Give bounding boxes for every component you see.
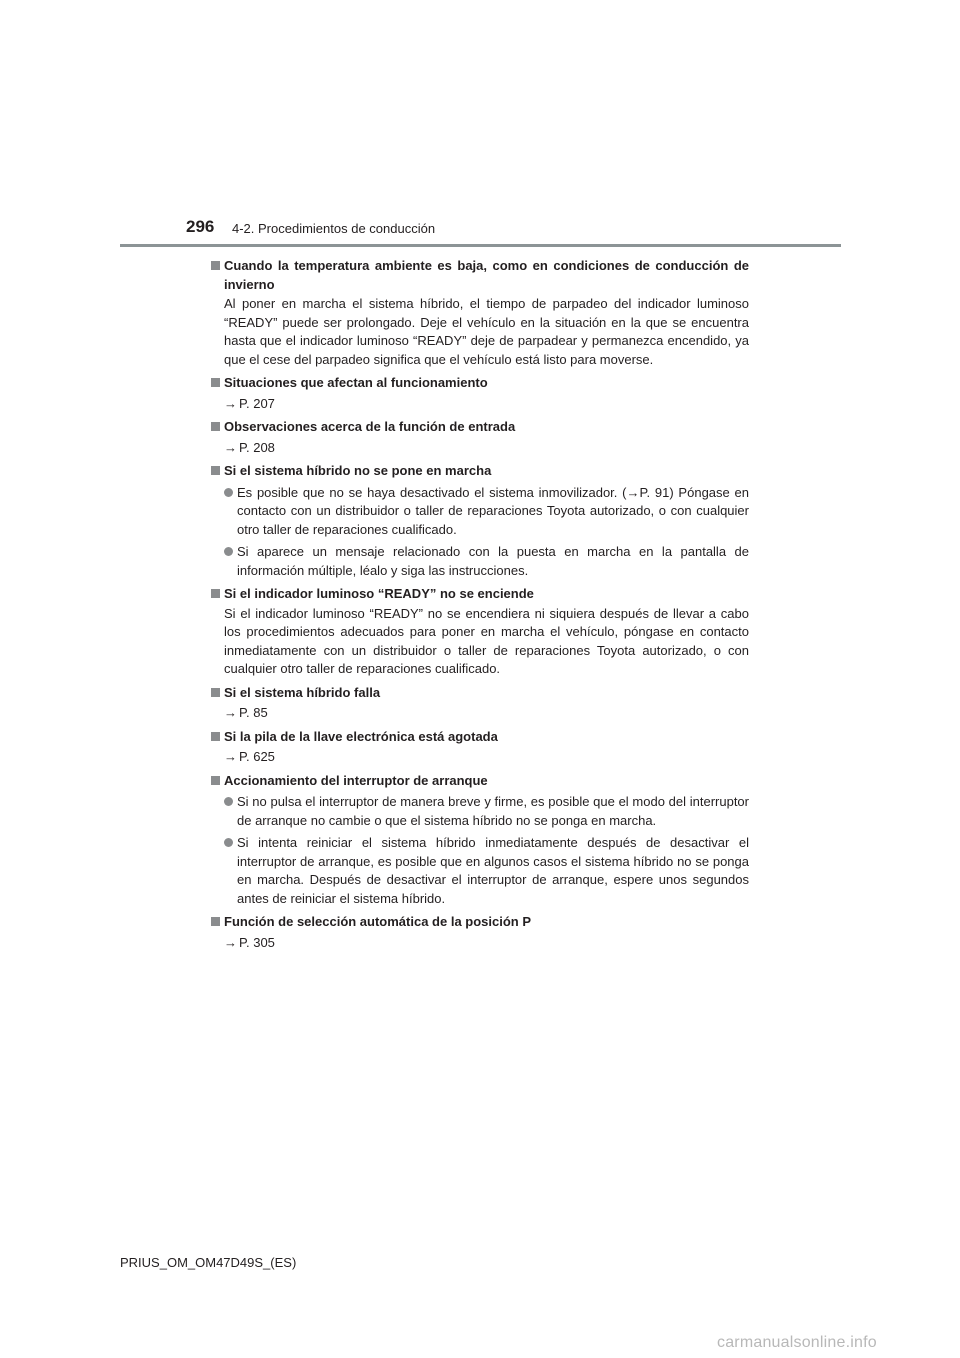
arrow-right-icon: → [224, 934, 237, 950]
section-heading [211, 418, 749, 437]
section-heading [211, 462, 749, 481]
header-divider [120, 244, 841, 247]
section-auto-p-position [211, 913, 749, 952]
section-entry-function [211, 418, 749, 457]
section-paragraph: Al poner en marcha el sistema híbrido, el tiempo de parpadeo del indicador luminoso “READY” puede ser prolongado. Deje el vehículo en la situación en la que se encuentra hasta que el indicador luminoso “READY” deje de parpadear y permanezca encendido, ya que el cese del parpadeo significa que el vehículo está listo para moverse. [224, 296, 749, 367]
section-title: 4-2. Procedimientos de conducción [232, 221, 436, 236]
square-bullet-icon [211, 917, 220, 926]
section-heading [211, 772, 749, 791]
page-reference[interactable] [224, 439, 749, 458]
section-title-text: Si la pila de la llave electrónica está agotada [224, 728, 498, 744]
section-title-text: Observaciones acerca de la función de entrada [224, 419, 516, 434]
site-watermark: carmanualsonline.info [717, 1334, 877, 1351]
page-reference[interactable] [224, 748, 749, 767]
circle-bullet-icon [224, 547, 233, 556]
section-key-battery [211, 728, 749, 767]
circle-bullet-icon [224, 797, 233, 806]
page-reference-text[interactable]: P. 208 [239, 439, 275, 455]
page-reference-text[interactable]: P. 305 [239, 934, 275, 950]
section-heading [211, 374, 749, 393]
square-bullet-icon [211, 466, 220, 475]
square-bullet-icon [211, 589, 220, 598]
section-title-text: Cuando la temperatura ambiente es baja, como en condiciones de conducción de invierno [224, 258, 749, 292]
arrow-right-icon: → [224, 749, 237, 764]
circle-bullet-icon [224, 838, 233, 847]
list-item [224, 793, 749, 830]
section-hybrid-failure [211, 684, 749, 723]
page-header [0, 0, 960, 250]
page-content [211, 257, 749, 957]
document-code: PRIUS_OM_OM47D49S_(ES) [120, 1255, 297, 1270]
circle-bullet-icon [224, 488, 233, 497]
section-ready-not-lighting [211, 585, 749, 679]
section-heading [211, 728, 749, 747]
page-reference[interactable] [224, 395, 749, 414]
page-reference-text[interactable]: P. 207 [239, 395, 275, 411]
page-reference[interactable] [224, 704, 749, 723]
list-item-text: Si no pulsa el interruptor de manera breve y firme, es posible que el modo del interruptor de arranque no cambie o que el sistema híbrido no se ponga en marcha. [237, 794, 749, 828]
section-hybrid-not-starting [211, 462, 749, 580]
arrow-right-icon: → [224, 439, 237, 455]
list-item [224, 484, 749, 540]
section-title-text: Función de selección automática de la posición P [224, 914, 532, 929]
section-paragraph: Si el indicador luminoso “READY” no se encendiera ni siquiera después de llevar a cabo los procedimientos adecuados para poner en marcha el vehículo, póngase en contacto inmediatamente con un distribuidor o taller de reparaciones Toyota autorizado, o con cualquier otro taller de reparaciones cualificado. [224, 605, 749, 676]
square-bullet-icon [211, 422, 220, 431]
section-affecting-situations [211, 374, 749, 413]
section-heading [211, 257, 749, 294]
section-heading [211, 913, 749, 932]
list-item [224, 543, 749, 580]
section-title-text: Situaciones que afectan al funcionamiento [224, 375, 488, 390]
square-bullet-icon [211, 378, 220, 387]
square-bullet-icon [211, 688, 220, 697]
section-cold-temperature [211, 257, 749, 369]
page-number: 296 [186, 217, 215, 236]
page-reference-text[interactable]: P. 625 [239, 749, 275, 764]
square-bullet-icon [211, 261, 220, 270]
arrow-right-icon: → [224, 705, 237, 720]
list-item-text: Si intenta reiniciar el sistema híbrido inmediatamente después de desactivar el interruptor de arranque, es posible que en algunos casos el sistema híbrido no se ponga en marcha. Después de desactivar el interruptor de arranque, espere unos segundos antes de reiniciar el sistema híbrido. [237, 835, 749, 906]
page-reference[interactable] [224, 934, 749, 953]
square-bullet-icon [211, 776, 220, 785]
section-title-text: Si el sistema híbrido no se pone en marcha [224, 463, 492, 478]
list-item [224, 834, 749, 908]
list-item-text: Es posible que no se haya desactivado el sistema inmovilizador. (→P. 91) Póngase en contacto con un distribuidor o taller de reparaciones Toyota autorizado, o con cualquier otro taller de reparaciones cualificado. [237, 484, 749, 537]
section-title-text: Si el indicador luminoso “READY” no se enciende [224, 586, 534, 601]
section-title-text: Accionamiento del interruptor de arranque [224, 772, 488, 788]
page-reference-text[interactable]: P. 85 [239, 705, 268, 720]
section-heading [211, 585, 749, 604]
square-bullet-icon [211, 732, 220, 741]
section-heading [211, 684, 749, 703]
section-title-text: Si el sistema híbrido falla [224, 684, 381, 700]
list-item-text: Si aparece un mensaje relacionado con la puesta en marcha en la pantalla de información múltiple, léalo y siga las instrucciones. [237, 544, 749, 578]
arrow-right-icon: → [224, 395, 237, 411]
section-start-switch [211, 772, 749, 909]
